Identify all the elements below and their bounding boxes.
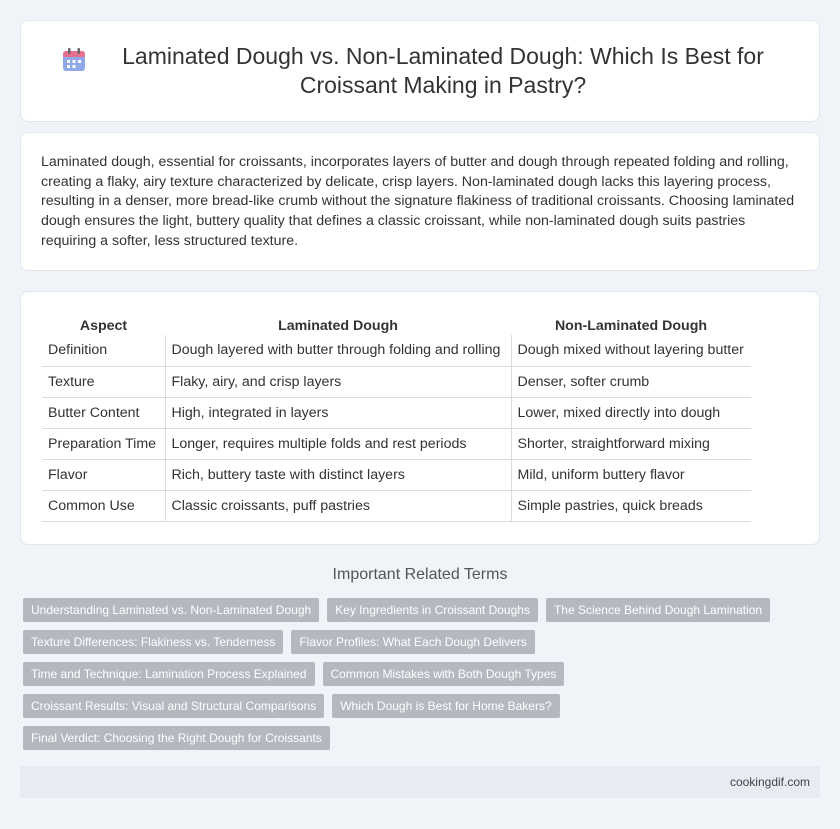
related-term-link[interactable]: The Science Behind Dough Lamination	[546, 598, 770, 622]
header-laminated: Laminated Dough	[278, 318, 398, 334]
calendar-icon	[61, 47, 87, 73]
table-cell: High, integrated in layers	[165, 397, 511, 428]
table-cell: Definition	[42, 335, 165, 366]
header-aspect: Aspect	[79, 318, 128, 334]
intro-paragraph: Laminated dough, essential for croissants, incorporates layers of butter and dough through repeated folding and rolling, creating a flaky, airy texture characterized by delicate, crisp layers. Non-laminated dough lacks this layering process, resulting in a denser, more bread-like crumb without the signature flakiness of traditional croissants. Choosing laminated dough ensures the light, buttery quality that defines a classic croissant, while non-laminated dough suits pastries requiring a softer, less structured texture.	[41, 154, 795, 249]
tag-row	[23, 694, 823, 718]
table-cell: Dough mixed without layering butter	[511, 335, 751, 366]
tag-row	[23, 662, 823, 686]
table-cell: Texture	[42, 366, 165, 397]
comparison-table	[42, 313, 751, 522]
intro-card	[20, 132, 820, 271]
footer-site-link[interactable]: cookingdif.com	[729, 775, 810, 789]
related-term-link[interactable]: Croissant Results: Visual and Structural Comparisons	[23, 694, 324, 718]
table-cell: Common Use	[42, 490, 165, 521]
table-row	[42, 366, 751, 397]
related-term-link[interactable]: Which Dough is Best for Home Bakers?	[332, 694, 559, 718]
table-cell: Classic croissants, puff pastries	[165, 490, 511, 521]
related-term-link[interactable]: Flavor Profiles: What Each Dough Delivers	[291, 630, 534, 654]
table-row	[42, 490, 751, 521]
table-row	[42, 335, 751, 366]
table-cell: Lower, mixed directly into dough	[511, 397, 751, 428]
related-term-link[interactable]: Understanding Laminated vs. Non-Laminated Dough	[23, 598, 319, 622]
header-non-laminated: Non-Laminated Dough	[554, 318, 708, 334]
table-header-row	[42, 313, 751, 335]
page-title: Laminated Dough vs. Non-Laminated Dough: Which Is Best for Croissant Making in Pastry?	[122, 43, 764, 98]
related-term-link[interactable]: Time and Technique: Lamination Process Explained	[23, 662, 315, 686]
table-cell: Shorter, straightforward mixing	[511, 428, 751, 459]
table-cell: Denser, softer crumb	[511, 366, 751, 397]
table-cell: Mild, uniform buttery flavor	[511, 459, 751, 490]
tag-row	[23, 598, 823, 622]
table-row	[42, 428, 751, 459]
related-term-link[interactable]: Key Ingredients in Croissant Doughs	[327, 598, 538, 622]
footer	[20, 766, 820, 798]
table-cell: Flaky, airy, and crisp layers	[165, 366, 511, 397]
table-row	[42, 397, 751, 428]
table-cell: Rich, buttery taste with distinct layers	[165, 459, 511, 490]
table-cell: Longer, requires multiple folds and rest periods	[165, 428, 511, 459]
table-cell: Flavor	[42, 459, 165, 490]
table-cell: Butter Content	[42, 397, 165, 428]
related-term-link[interactable]: Common Mistakes with Both Dough Types	[323, 662, 565, 686]
table-row	[42, 459, 751, 490]
title-card	[20, 20, 820, 122]
related-term-link[interactable]: Texture Differences: Flakiness vs. Tenderness	[23, 630, 283, 654]
related-terms-list	[23, 598, 823, 758]
comparison-card	[20, 291, 820, 545]
table-cell: Preparation Time	[42, 428, 165, 459]
tag-row	[23, 630, 823, 654]
related-term-link[interactable]: Final Verdict: Choosing the Right Dough for Croissants	[23, 726, 330, 750]
related-terms-title: Important Related Terms	[332, 566, 508, 583]
tag-row	[23, 726, 823, 750]
table-cell: Dough layered with butter through folding and rolling	[165, 335, 511, 366]
table-cell: Simple pastries, quick breads	[511, 490, 751, 521]
